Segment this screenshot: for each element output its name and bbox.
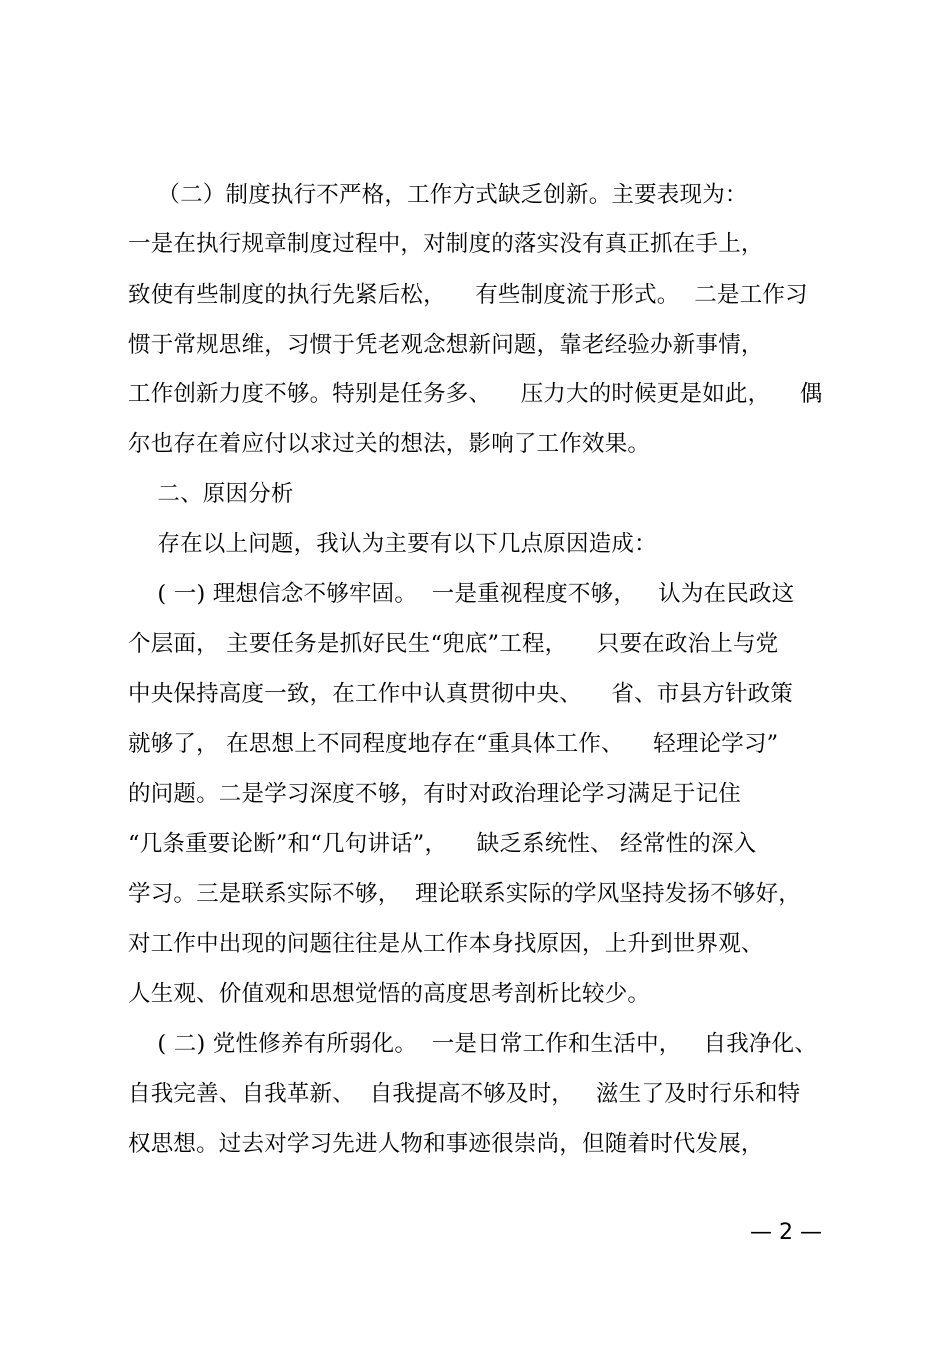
page-number: — 2 — — [750, 1220, 822, 1245]
text-line: 权思想。过去对学习先进人物和事迹很崇尚，但随着时代发展， — [128, 1131, 764, 1157]
text-line: 对工作中出现的问题往往是从工作本身找原因，上升到世界观、 — [128, 931, 764, 957]
text-line: 中央保持高度一致，在工作中认真贯彻中央、 省、市县方针政策 — [128, 681, 794, 707]
text-line: 的问题。二是学习深度不够，有时对政治理论学习满足于记住 — [128, 781, 741, 807]
text-line: 人生观、价值观和思想觉悟的高度思考剖析比较少。 — [128, 981, 651, 1007]
text-line: （二）制度执行不严格，工作方式缺乏创新。主要表现为： — [128, 182, 748, 208]
text-line: 尔也存在着应付以求过关的想法，影响了工作效果。 — [128, 431, 651, 457]
text-line: “几条重要论断”和“几句讲话”， 缺乏系统性、 经常性的深入 — [128, 831, 757, 857]
text-line: 自我完善、自我革新、 自我提高不够及时， 滋生了及时行乐和特 — [128, 1081, 801, 1107]
text-line: 一是在执行规章制度过程中，对制度的落实没有真正抓在手上， — [128, 231, 764, 257]
text-line: 工作创新力度不够。特别是任务多、 压力大的时候更是如此， 偶 — [128, 381, 823, 407]
text-line: 学习。三是联系实际不够， 理论联系实际的学风坚持发扬不够好， — [128, 881, 802, 907]
section-heading: 二、原因分析 — [128, 481, 294, 507]
text-line: 惯于常规思维，习惯于凭老观念想新问题，靠老经验办新事情， — [128, 332, 764, 358]
text-line: ( 一) 理想信念不够牢固。 一是重视程度不够， 认为在民政这 — [128, 581, 795, 607]
text-line: 存在以上问题，我认为主要有以下几点原因造成： — [128, 531, 657, 557]
text-line: ( 二) 党性修养有所弱化。 一是日常工作和生活中， 自我净化、 — [128, 1031, 818, 1057]
text-line: 致使有些制度的执行先紧后松， 有些制度流于形式。 二是工作习 — [128, 282, 808, 308]
text-line: 个层面， 主要任务是抓好民生“兜底”工程， 只要在政治上与党 — [128, 631, 779, 657]
text-line: 就够了， 在思想上不同程度地存在“重具体工作、 轻理论学习” — [128, 731, 779, 757]
